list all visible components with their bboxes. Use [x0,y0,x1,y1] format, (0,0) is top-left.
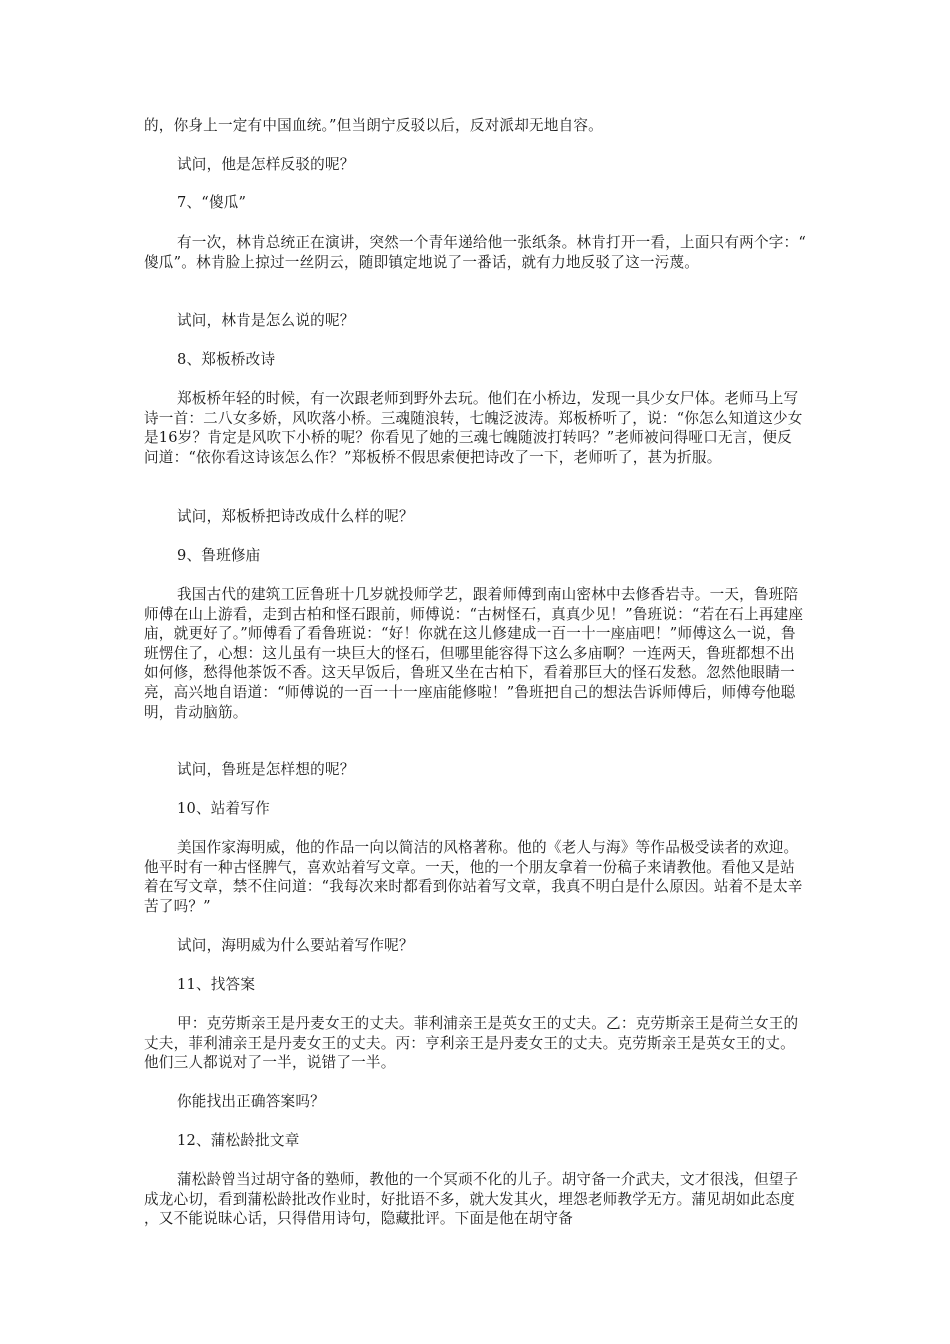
paragraph-continuation: 的，你身上一定有中国血统。”但当朗宁反驳以后，反对派却无地自容。 [144,117,603,134]
question-10: 试问，海明威为什么要站着写作呢？ [177,937,414,954]
heading-12: 12、蒲松龄批文章 [177,1132,300,1149]
question-11: 你能找出正确答案吗？ [177,1093,325,1110]
story-9: 我国古代的建筑工匠鲁班十几岁就投师学艺，跟着师傅到南山密林中去修香岩寺。一天，鲁班陪师傅在山上游看，走到古柏和怪石跟前，师傅说：“古树怪石，真真少见！”鲁班说：“若在石上再建座庙，就更好了。”师傅看了看鲁班说：“好！你就在这儿修建成一百一十一座庙吧！”师傅这么一说，鲁班愣住了，心想：这儿虽有一块巨大的怪石，但哪里能容得下这么多庙啊？一连两天，鲁班都想不出如何修，愁得他茶饭不香。这天早饭后，鲁班又坐在古柏下，看着那巨大的怪石发愁。忽然他眼睛一亮，高兴地自语道：“师傅说的一百一十一座庙能修啦！”鲁班把自己的想法告诉师傅后，师傅夸他聪明，肯动脑筋。 [144,586,804,721]
heading-10: 10、站着写作 [177,800,270,817]
heading-7: 7、“傻瓜” [177,194,247,211]
story-12: 蒲松龄曾当过胡守备的塾师，教他的一个冥顽不化的儿子。胡守备一介武夫，文才很浅，但望子成龙心切，看到蒲松龄批改作业时，好批语不多，就大发其火，埋怨老师教学无方。蒲见胡如此态度，又不能说昧心话，只得借用诗句，隐藏批评。下面是他在胡守备 [144,1171,799,1228]
heading-11: 11、找答案 [177,976,256,993]
heading-9: 9、鲁班修庙 [177,547,261,564]
heading-8: 8、郑板桥改诗 [177,351,276,368]
question-7: 试问，林肯是怎么说的呢？ [177,312,355,329]
story-8: 郑板桥年轻的时候，有一次跟老师到野外去玩。他们在小桥边，发现一具少女尸体。老师马上写诗一首：二八女多娇，风吹落小桥。三魂随浪转，七魄泛波涛。郑板桥听了，说：“你怎么知道这少女是16岁？肯定是风吹下小桥的呢？你看见了她的三魂七魄随波打转吗？”老师被问得哑口无言，便反问道：“依你看这诗该怎么作？”郑板桥不假思索便把诗改了一下，老师听了，甚为折服。 [144,390,803,466]
question-9: 试问，鲁班是怎样想的呢？ [177,761,355,778]
question-8: 试问，郑板桥把诗改成什么样的呢？ [177,508,414,525]
question-6: 试问，他是怎样反驳的呢？ [177,156,355,173]
story-7: 有一次，林肯总统正在演讲，突然一个青年递给他一张纸条。林肯打开一看，上面只有两个字：“傻瓜”。林肯脸上掠过一丝阴云，随即镇定地说了一番话，就有力地反驳了这一污蔑。 [144,234,807,271]
story-11: 甲：克劳斯亲王是丹麦女王的丈夫。菲利浦亲王是英女王的丈夫。乙：克劳斯亲王是荷兰女王的丈夫，菲利浦亲王是丹麦女王的丈夫。丙：亨利亲王是丹麦女王的丈夫。克劳斯亲王是英女王的丈。他们三人都说对了一半，说错了一半。 [144,1015,799,1072]
story-10: 美国作家海明威，他的作品一向以简洁的风格著称。他的《老人与海》等作品极受读者的欢迎。他平时有一种古怪脾气，喜欢站着写文章。一天，他的一个朋友拿着一份稿子来请教他。看他又是站着在写文章，禁不住问道：“我每次来时都看到你站着写文章，我真不明白是什么原因。站着不是太辛苦了吗？” [144,839,803,915]
